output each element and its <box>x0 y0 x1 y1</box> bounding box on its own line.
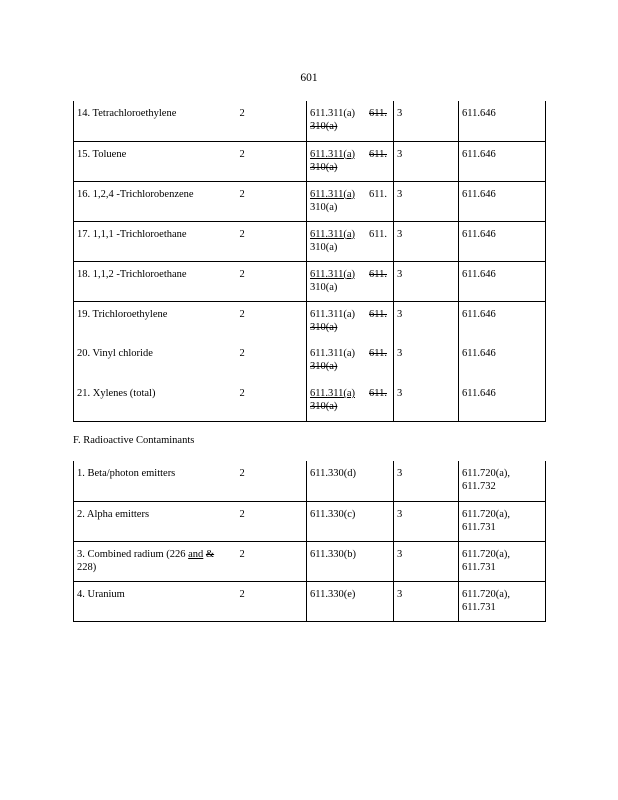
regulation-reference-cell <box>459 181 546 221</box>
column-4-cell <box>394 221 459 261</box>
column-2-value: 2 <box>239 468 245 479</box>
table-row <box>74 101 546 141</box>
regulation-reference-cell <box>459 541 546 581</box>
column-4-cell <box>394 141 459 181</box>
contaminant-name: 21. Xylenes (total) <box>77 388 156 399</box>
section-reference-old-part1: 611. <box>369 388 387 399</box>
column-2-cell <box>237 581 307 621</box>
column-2-value: 2 <box>239 588 245 600</box>
regulation-reference-cell <box>459 141 546 181</box>
column-2-cell <box>237 341 307 381</box>
contaminant-name-cell <box>74 101 237 141</box>
section-reference-old-part2: 310(a) <box>310 401 338 412</box>
column-4-value: 3 <box>397 308 403 320</box>
contaminant-name-cell <box>74 341 237 381</box>
column-2-cell <box>237 221 307 261</box>
column-4-cell <box>394 581 459 621</box>
column-2-cell <box>237 301 307 341</box>
page-number: 601 <box>300 72 318 84</box>
contaminant-name-cell <box>74 221 237 261</box>
contaminant-name: 17. 1,1,1 -Trichloroethane <box>77 228 187 240</box>
regulation-reference: 611.646 <box>462 308 496 320</box>
section-reference: 611.330(b) <box>310 548 356 560</box>
regulation-reference-cell <box>459 341 546 381</box>
table-row <box>74 341 546 381</box>
section-reference: 611.330(e) <box>310 588 356 600</box>
regulation-reference-cell <box>459 221 546 261</box>
section-reference-new: 611.311(a) <box>310 228 355 240</box>
column-2-value: 2 <box>239 148 245 160</box>
column-4-value: 3 <box>397 268 403 280</box>
regulation-reference: 611.646 <box>462 228 496 240</box>
section-reference-new: 611.311(a) <box>310 108 355 119</box>
column-2-value: 2 <box>239 308 245 320</box>
section-reference-old-part2: 310(a) <box>310 121 338 132</box>
section-reference-old-part1: 611. <box>369 308 387 320</box>
section-reference-cell <box>307 181 394 221</box>
column-2-value: 2 <box>239 108 245 119</box>
column-2-value: 2 <box>239 188 245 200</box>
column-2-value: 2 <box>239 228 245 240</box>
column-4-cell <box>394 101 459 141</box>
regulation-reference-cell <box>459 301 546 341</box>
table-row <box>74 221 546 261</box>
regulation-reference: 611.646 <box>462 108 496 119</box>
table-row <box>74 581 546 621</box>
section-reference-old-part2: 310(a) <box>310 241 338 253</box>
contaminant-name-cell <box>74 301 237 341</box>
contaminant-name: 4. Uranium <box>77 588 125 600</box>
regulation-reference-cell <box>459 461 546 501</box>
column-4-cell <box>394 261 459 301</box>
section-reference-cell <box>307 581 394 621</box>
contaminant-name-line2: 228) <box>77 561 97 573</box>
regulation-reference-cell <box>459 381 546 421</box>
regulation-reference: 611.646 <box>462 348 496 359</box>
section-reference-cell <box>307 301 394 341</box>
column-4-value: 3 <box>397 588 403 600</box>
column-4-value: 3 <box>397 348 403 359</box>
column-4-value: 3 <box>397 388 403 399</box>
contaminant-name: 1. Beta/photon emitters <box>77 468 176 479</box>
column-4-value: 3 <box>397 468 403 479</box>
section-reference-cell <box>307 221 394 261</box>
column-2-cell <box>237 501 307 541</box>
section-reference-old-part2: 310(a) <box>310 361 338 372</box>
column-2-cell <box>237 101 307 141</box>
section-reference-old-part2: 310(a) <box>310 201 338 213</box>
contaminant-name-cell <box>74 541 237 581</box>
table-row <box>74 541 546 581</box>
column-4-value: 3 <box>397 548 403 560</box>
column-4-cell <box>394 341 459 381</box>
section-reference-cell <box>307 541 394 581</box>
column-4-value: 3 <box>397 188 403 200</box>
regulation-reference-line1: 611.720(a), <box>462 548 511 560</box>
column-4-value: 3 <box>397 508 403 520</box>
section-reference: 611.330(d) <box>310 468 356 479</box>
column-2-cell <box>237 261 307 301</box>
contaminant-name: 14. Tetrachloroethylene <box>77 108 177 119</box>
column-2-value: 2 <box>239 268 245 280</box>
section-reference-new: 611.311(a) <box>310 308 355 320</box>
contaminant-name: 19. Trichloroethylene <box>77 308 168 320</box>
table-row <box>74 141 546 181</box>
regulation-reference-line2: 611.732 <box>462 481 496 492</box>
column-4-cell <box>394 461 459 501</box>
table-row <box>74 381 546 421</box>
section-heading-radioactive: F. Radioactive Contaminants <box>73 435 195 446</box>
section-reference-new: 611.311(a) <box>310 188 355 200</box>
section-reference-new: 611.311(a) <box>310 268 355 280</box>
section-reference-new: 611.311(a) <box>310 148 355 160</box>
contaminant-name-inserted: and <box>188 548 204 560</box>
regulation-reference-cell <box>459 101 546 141</box>
regulation-reference: 611.646 <box>462 188 496 200</box>
regulation-reference-line2: 611.731 <box>462 601 496 613</box>
table-row <box>74 261 546 301</box>
contaminant-name-deleted: & <box>205 548 215 560</box>
section-reference-cell <box>307 141 394 181</box>
column-2-cell <box>237 181 307 221</box>
regulation-reference-line2: 611.731 <box>462 561 496 573</box>
regulation-reference-cell <box>459 261 546 301</box>
column-2-cell <box>237 381 307 421</box>
contaminant-name-cell <box>74 581 237 621</box>
section-reference-old-part2: 310(a) <box>310 321 338 333</box>
contaminant-name-cell <box>74 461 237 501</box>
column-4-cell <box>394 181 459 221</box>
regulation-reference-line1: 611.720(a), <box>462 468 511 479</box>
section-reference-old-part1: 611. <box>369 188 387 200</box>
column-2-cell <box>237 461 307 501</box>
regulation-reference-line2: 611.731 <box>462 521 496 533</box>
regulation-reference-cell <box>459 581 546 621</box>
contaminant-name: 20. Vinyl chloride <box>77 348 153 359</box>
contaminant-name: 16. 1,2,4 -Trichlorobenzene <box>77 188 194 200</box>
column-4-value: 3 <box>397 228 403 240</box>
column-2-value: 2 <box>239 388 245 399</box>
section-reference-old-part1: 611. <box>369 228 387 240</box>
table-row <box>74 301 546 341</box>
contaminant-name: 2. Alpha emitters <box>77 508 150 520</box>
section-reference-old-part1: 611. <box>369 148 387 160</box>
regulation-reference: 611.646 <box>462 388 496 399</box>
section-reference-old-part1: 611. <box>369 348 387 359</box>
regulation-reference-line1: 611.720(a), <box>462 508 511 520</box>
section-reference-cell <box>307 461 394 501</box>
regulation-reference: 611.646 <box>462 148 496 160</box>
column-2-cell <box>237 541 307 581</box>
contaminant-name-cell <box>74 381 237 421</box>
section-reference-cell <box>307 381 394 421</box>
column-2-cell <box>237 141 307 181</box>
contaminant-name-cell <box>74 141 237 181</box>
section-reference-old-part1: 611. <box>369 268 387 280</box>
column-2-value: 2 <box>239 548 245 560</box>
regulation-reference-line1: 611.720(a), <box>462 588 511 600</box>
section-reference-old-part1: 611. <box>369 108 387 119</box>
column-4-cell <box>394 301 459 341</box>
table-row <box>74 501 546 541</box>
section-reference-cell <box>307 261 394 301</box>
contaminant-name: 18. 1,1,2 -Trichloroethane <box>77 268 187 280</box>
section-reference-old-part2: 310(a) <box>310 281 338 293</box>
table-row <box>74 461 546 501</box>
section-reference-cell <box>307 101 394 141</box>
section-reference: 611.330(c) <box>310 508 356 520</box>
contaminant-name-cell <box>74 181 237 221</box>
contaminant-name: 3. Combined radium (226 <box>77 548 186 560</box>
column-4-value: 3 <box>397 148 403 160</box>
column-4-cell <box>394 381 459 421</box>
column-4-value: 3 <box>397 108 403 119</box>
regulation-reference-cell <box>459 501 546 541</box>
regulation-reference: 611.646 <box>462 268 496 280</box>
organic-contaminants-table <box>73 101 546 422</box>
section-reference-cell <box>307 341 394 381</box>
contaminant-name-cell <box>74 501 237 541</box>
section-reference-new: 611.311(a) <box>310 388 355 399</box>
contaminant-name: 15. Toluene <box>77 148 127 160</box>
section-reference-old-part2: 310(a) <box>310 161 338 173</box>
column-4-cell <box>394 541 459 581</box>
section-reference-new: 611.311(a) <box>310 348 355 359</box>
table-row <box>74 181 546 221</box>
column-2-value: 2 <box>239 508 245 520</box>
column-2-value: 2 <box>239 348 245 359</box>
section-reference-cell <box>307 501 394 541</box>
contaminant-name-cell <box>74 261 237 301</box>
radioactive-contaminants-table <box>73 461 546 622</box>
column-4-cell <box>394 501 459 541</box>
